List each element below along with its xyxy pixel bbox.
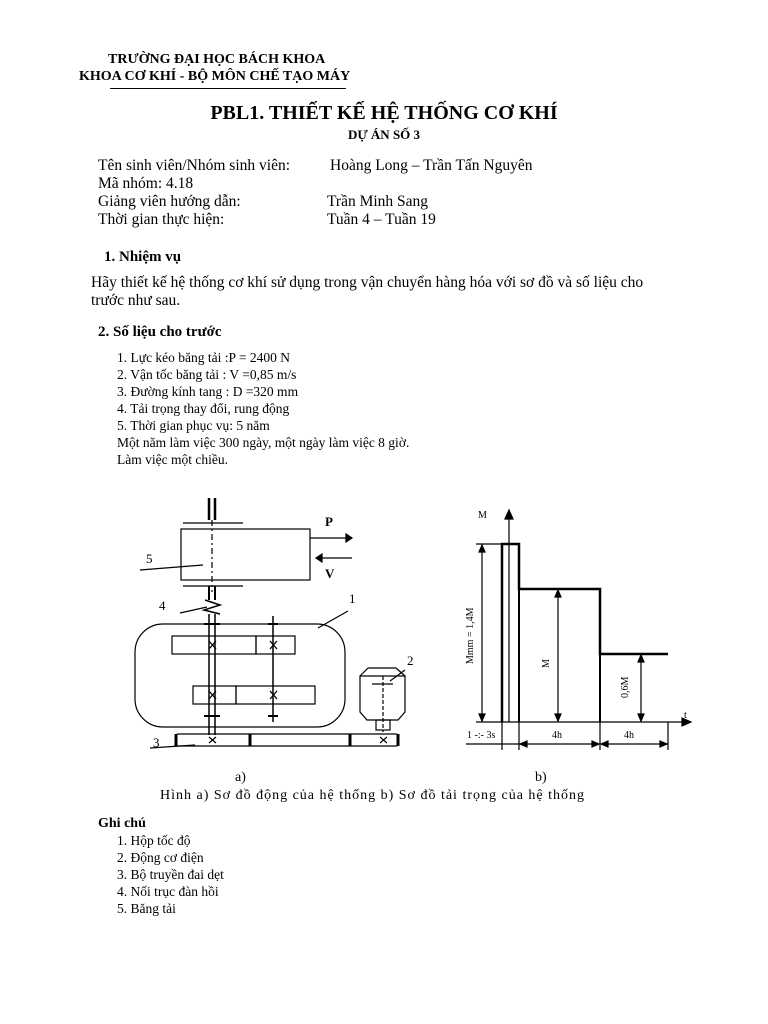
spec-item: Làm việc một chiều.: [117, 452, 228, 467]
interval-1-label: 1 -:- 3s: [467, 730, 496, 741]
spec-item: 3. Đường kính tang : D =320 mm: [117, 384, 299, 399]
section-2-heading: 2. Số liệu cho trước: [98, 324, 222, 340]
section-1-heading: 1. Nhiệm vụ: [104, 249, 182, 265]
reduced-load-label: 0,6M: [620, 676, 631, 698]
note-item: 4. Nối trục đàn hồi: [117, 884, 219, 899]
load-diagram: [466, 510, 691, 750]
note-item: 1. Hộp tốc độ: [117, 833, 191, 848]
department-name: KHOA CƠ KHÍ - BỘ MÔN CHẾ TẠO MÁY: [79, 69, 351, 84]
interval-3-label: 4h: [624, 730, 634, 741]
note-item: 3. Bộ truyền đai dẹt: [117, 867, 224, 882]
load-axis-label: M: [478, 510, 487, 521]
university-name: TRƯỜNG ĐẠI HỌC BÁCH KHOA: [108, 52, 326, 67]
spec-item: 2. Vận tốc băng tải : V =0,85 m/s: [117, 367, 297, 382]
force-label: P: [325, 514, 333, 529]
velocity-label: V: [325, 566, 335, 581]
student-names-value: Hoàng Long – Trần Tấn Nguyên: [330, 157, 533, 174]
callout-5: 5: [146, 551, 153, 566]
duration-value: Tuần 4 – Tuần 19: [327, 211, 436, 228]
advisor-label: Giảng viên hướng dẫn:: [98, 193, 241, 210]
duration-label: Thời gian thực hiện:: [98, 211, 225, 228]
peak-load-label: Mmm = 1,4M: [465, 607, 476, 664]
group-code: Mã nhóm: 4.18: [98, 175, 194, 192]
note-item: 5. Băng tải: [117, 901, 176, 916]
callout-3: 3: [153, 735, 160, 750]
spec-item: 5. Thời gian phục vụ: 5 năm: [117, 418, 270, 433]
advisor-value: Trần Minh Sang: [327, 193, 429, 210]
callout-2: 2: [407, 653, 414, 668]
spec-item: 4. Tải trọng thay đổi, rung động: [117, 401, 290, 416]
project-number: DỰ ÁN SỐ 3: [347, 127, 421, 142]
spec-item: 1. Lực kéo băng tải :P = 2400 N: [117, 350, 291, 365]
diagram-a-label: a): [235, 770, 246, 785]
spec-item: Một năm làm việc 300 ngày, một ngày làm việc 8 giờ.: [117, 435, 410, 450]
notes-heading: Ghi chú: [98, 816, 146, 831]
student-names-label: Tên sinh viên/Nhóm sinh viên:: [98, 157, 291, 174]
nominal-load-label: M: [541, 659, 552, 668]
figure-caption: Hình a) Sơ đồ động của hệ thống b) Sơ đồ tải trọng của hệ thống: [160, 788, 586, 803]
callout-1: 1: [349, 591, 356, 606]
task-text-line-2: trước như sau.: [91, 292, 181, 309]
diagram-b-label: b): [535, 770, 547, 785]
page-title: PBL1. THIẾT KẾ HỆ THỐNG CƠ KHÍ: [210, 102, 558, 124]
time-axis-label: t: [684, 710, 687, 721]
note-item: 2. Động cơ điện: [117, 850, 204, 865]
task-text-line-1: Hãy thiết kế hệ thống cơ khí sử dụng trong vận chuyển hàng hóa với sơ đồ và số liệu cho: [91, 274, 644, 291]
interval-2-label: 4h: [552, 730, 562, 741]
callout-4: 4: [159, 598, 166, 613]
